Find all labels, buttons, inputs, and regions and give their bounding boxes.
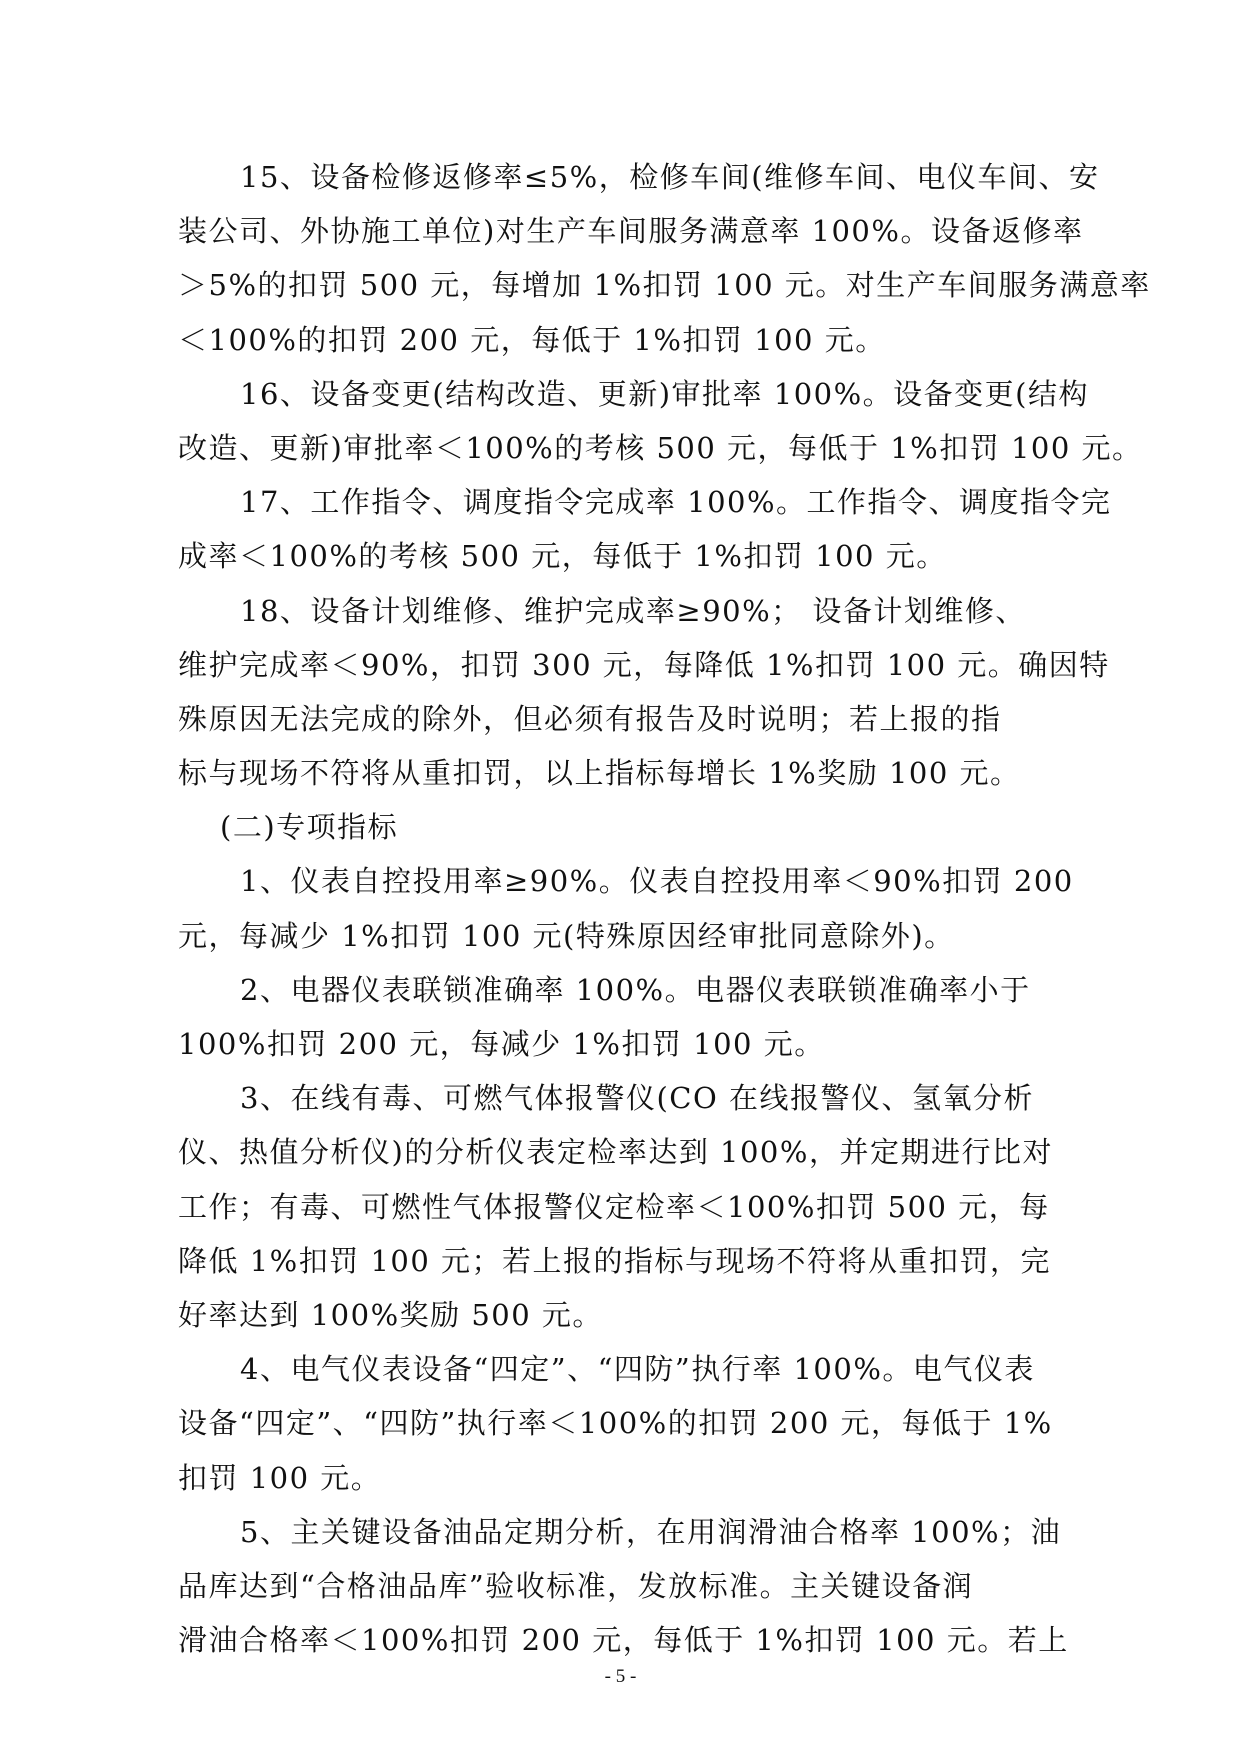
paragraph-item-17 [178, 475, 1138, 583]
paragraph-line: 17、工作指令、调度指令完成率 100%。工作指令、调度指令完 [240, 485, 1112, 520]
paragraph-line: 好率达到 100%奖励 500 元。 [178, 1297, 603, 1332]
paragraph-line: 18、设备计划维修、维护完成率≥90%； 设备计划维修、 [240, 593, 1026, 628]
paragraph-item-16 [178, 367, 1143, 475]
paragraph-line: 16、设备变更(结构改造、更新)审批率 100%。设备变更(结构 [240, 376, 1089, 411]
paragraph-line: 滑油合格率＜100%扣罚 200 元，每低于 1%扣罚 100 元。若上 [178, 1623, 1069, 1658]
paragraph-line: 工作；有毒、可燃性气体报警仪定检率＜100%扣罚 500 元，每 [178, 1189, 1050, 1224]
paragraph-line: 2、电器仪表联锁准确率 100%。电器仪表联锁准确率小于 [240, 972, 1031, 1007]
paragraph-line: 品库达到“合格油品库”验收标准，发放标准。主关键设备润 [178, 1568, 974, 1603]
paragraph-line: 1、仪表自控投用率≥90%。仪表自控投用率＜90%扣罚 200 [240, 864, 1074, 899]
paragraph-special-4 [178, 1342, 1138, 1505]
paragraph-line: 标与现场不符将从重扣罚，以上指标每增长 1%奖励 100 元。 [178, 756, 1021, 791]
paragraph-line: 5、主关键设备油品定期分析，在用润滑油合格率 100%；油 [240, 1514, 1062, 1549]
paragraph-line: 殊原因无法完成的除外，但必须有报告及时说明；若上报的指 [178, 701, 1002, 736]
paragraph-line: 元，每减少 1%扣罚 100 元(特殊原因经审批同意除外)。 [178, 918, 955, 953]
paragraph-special-3 [178, 1071, 1138, 1342]
paragraph-line: 15、设备检修返修率≤5%，检修车间(维修车间、电仪车间、安 [240, 160, 1100, 194]
paragraph-line: 100%扣罚 200 元，每减少 1%扣罚 100 元。 [178, 1027, 825, 1061]
section-heading: (二)专项指标 [220, 810, 399, 845]
page-number: - 5 - [604, 1666, 637, 1687]
paragraph-special-5 [178, 1505, 1138, 1668]
paragraph-line: 4、电气仪表设备“四定”、“四防”执行率 100%。电气仪表 [240, 1352, 1035, 1387]
paragraph-line: 降低 1%扣罚 100 元；若上报的指标与现场不符将从重扣罚，完 [178, 1243, 1052, 1278]
paragraph-line: 扣罚 100 元。 [178, 1460, 382, 1495]
section-heading-special-indicators [178, 800, 1138, 854]
paragraph-special-2 [178, 963, 1138, 1071]
paragraph-line: 仪、热值分析仪)的分析仪表定检率达到 100%，并定期进行比对 [178, 1135, 1053, 1170]
paragraph-line: ＞5%的扣罚 500 元，每增加 1%扣罚 100 元。对生产车间服务满意率 [178, 268, 1151, 303]
paragraph-item-15 [178, 150, 1151, 367]
paragraph-special-1 [178, 854, 1138, 962]
paragraph-item-18 [178, 584, 1138, 801]
paragraph-line: 装公司、外协施工单位)对生产车间服务满意率 100%。设备返修率 [178, 214, 1084, 249]
paragraph-line: ＜100%的扣罚 200 元，每低于 1%扣罚 100 元。 [178, 322, 886, 357]
paragraph-line: 设备“四定”、“四防”执行率＜100%的扣罚 200 元，每低于 1% [178, 1406, 1053, 1441]
document-body [178, 150, 1151, 1667]
paragraph-line: 改造、更新)审批率＜100%的考核 500 元，每低于 1%扣罚 100 元。 [178, 430, 1143, 465]
paragraph-line: 成率＜100%的考核 500 元，每低于 1%扣罚 100 元。 [178, 539, 947, 574]
paragraph-line: 维护完成率＜90%，扣罚 300 元，每降低 1%扣罚 100 元。确因特 [178, 647, 1110, 682]
paragraph-line: 3、在线有毒、可燃气体报警仪(CO 在线报警仪、氢氧分析 [240, 1081, 1034, 1116]
